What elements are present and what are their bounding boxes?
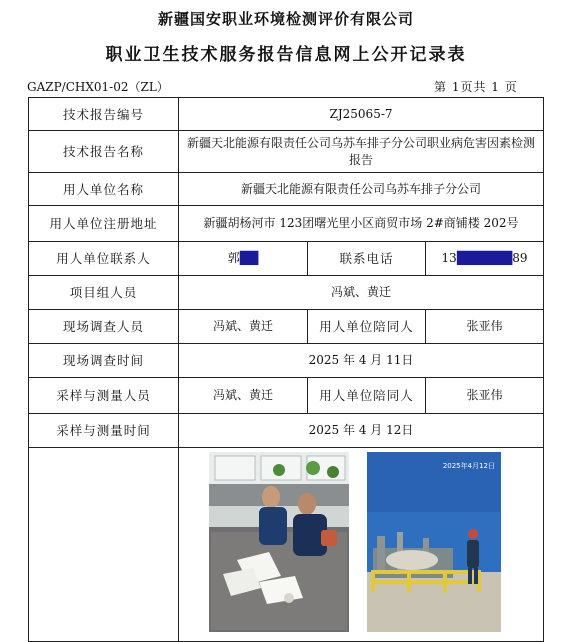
row-contact xyxy=(29,242,544,276)
form-code: GAZP/CHX01-02（ZL） xyxy=(27,80,169,94)
label-contact: 用人单位联系人 xyxy=(29,242,179,276)
label-sampling: 采样与测量人员 xyxy=(29,378,179,414)
phone-prefix: 13 xyxy=(441,251,457,265)
contact-name-redaction: ██ xyxy=(239,251,259,265)
row-sampling-time xyxy=(29,414,544,448)
label-sampling-time: 采样与测量时间 xyxy=(29,414,179,448)
value-employer-name: 新疆天北能源有限责任公司乌苏车排子分公司 xyxy=(179,173,544,206)
row-team xyxy=(29,276,544,310)
row-report-name xyxy=(29,131,544,173)
photos-cell xyxy=(179,448,544,642)
label-site-accompany: 用人单位陪同人 xyxy=(308,310,426,344)
label-site-survey: 现场调查人员 xyxy=(29,310,179,344)
row-employer-address xyxy=(29,206,544,242)
label-sampling-accompany: 用人单位陪同人 xyxy=(308,378,426,414)
record-table xyxy=(28,97,544,642)
label-survey-time: 现场调查时间 xyxy=(29,344,179,378)
label-team: 项目组人员 xyxy=(29,276,179,310)
label-phone: 联系电话 xyxy=(308,242,426,276)
company-name: 新疆国安职业环境检测评价有限公司 xyxy=(157,10,414,28)
page-number: 第 1页共 1 页 xyxy=(434,80,518,94)
document-title: 职业卫生技术服务报告信息网上公开记录表 xyxy=(105,45,467,65)
value-site-survey: 冯斌、黄迁 xyxy=(179,310,308,344)
value-employer-address: 新疆胡杨河市 123团曙光里小区商贸市场 2#商铺楼 202号 xyxy=(179,206,544,242)
label-employer-name: 用人单位名称 xyxy=(29,173,179,206)
photo-site-sampling xyxy=(367,452,501,632)
contact-name-visible: 郭 xyxy=(227,251,240,265)
row-photos xyxy=(29,448,544,642)
value-site-accompany: 张亚伟 xyxy=(426,310,544,344)
label-report-no: 技术报告编号 xyxy=(29,98,179,131)
photo-office-survey xyxy=(209,452,349,632)
photo-timestamp: 2025年4月12日 xyxy=(442,462,495,470)
row-employer-name xyxy=(29,173,544,206)
label-report-name: 技术报告名称 xyxy=(29,131,179,173)
phone-suffix: 89 xyxy=(512,251,528,265)
value-phone xyxy=(426,242,544,276)
photos-blank-label xyxy=(29,448,179,642)
value-contact-name xyxy=(179,242,308,276)
row-site-survey xyxy=(29,310,544,344)
value-sampling-accompany: 张亚伟 xyxy=(426,378,544,414)
phone-redaction: ██████ xyxy=(456,251,513,265)
row-sampling xyxy=(29,378,544,414)
value-survey-time: 2025 年 4 月 11日 xyxy=(179,344,544,378)
value-sampling-time: 2025 年 4 月 12日 xyxy=(179,414,544,448)
value-team: 冯斌、黄迁 xyxy=(179,276,544,310)
value-sampling: 冯斌、黄迁 xyxy=(179,378,308,414)
row-survey-time xyxy=(29,344,544,378)
row-report-no xyxy=(29,98,544,131)
value-report-no: ZJ25065-7 xyxy=(179,98,544,131)
label-employer-address: 用人单位注册地址 xyxy=(29,206,179,242)
value-report-name: 新疆天北能源有限责任公司乌苏车排子分公司职业病危害因素检测报告 xyxy=(179,131,544,173)
